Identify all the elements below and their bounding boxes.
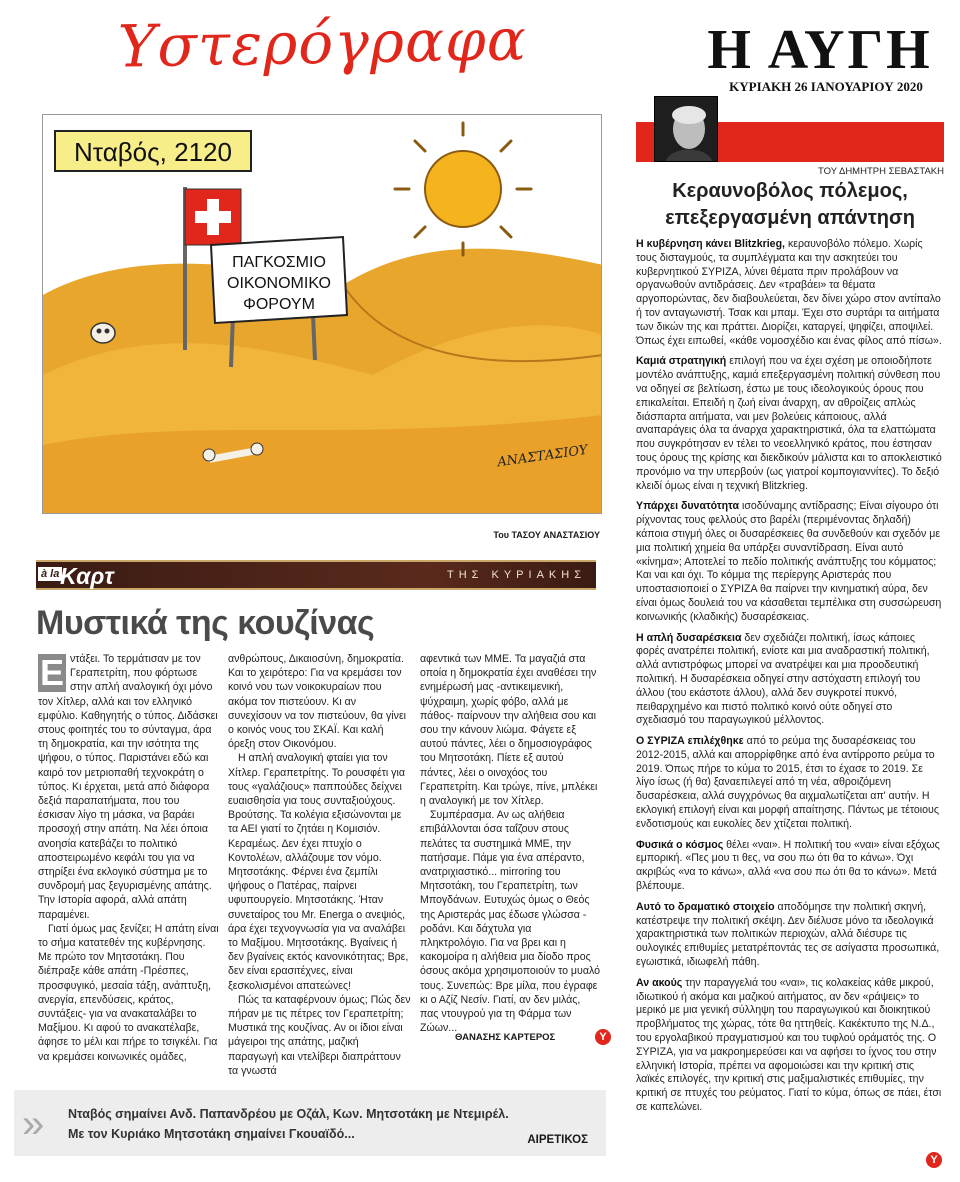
column-banner — [36, 560, 596, 590]
quote-line-2: Με τον Κυριάκο Μητσοτάκη σημαίνει Γκουαϊδό... — [68, 1127, 355, 1141]
left-article-col-1 — [38, 652, 219, 1064]
skull-icon — [91, 323, 115, 343]
left-paragraph: Συμπέρασμα. Αν ως αλήθεια επιβάλλονται όσα ταΐζουν στους πελάτες τα συστημικά ΜΜΕ, την πατήσαμε. Πάμε για ένα απέραντο, ανατριχιαστικό... mirroring του Μητσοτάκη, του Γεραπετρίτη, των Μπογδάνων. Ευτυχώς όμως ο Θεός της Αριστεράς μας έδωσε γλώσσα - ροδάνι. Και δάχτυλα για πληκτρολόγιο. Για να βρει και η κακομοίρα η αλήθεια μια δίοδο προς όσους ακόμα χρησιμοποιούν το μυαλό τους. Συνεπώς: Βρε μίλα, που έγραφε κι ο Αζίζ Νεσίν. Γιατί, αν δεν μιλάς, πας ντουγρού για τη Φάρμα των Ζώων... — [420, 809, 600, 1035]
right-article-body — [636, 238, 944, 1122]
quote-line-1: Νταβός σημαίνει Ανδ. Παπανδρέου με Οζάλ, Κων. Μητσοτάκη με Ντεμιρέλ. — [68, 1107, 509, 1121]
cartoon-caption: Νταβός, 2120 — [74, 137, 232, 167]
avgi-logo-icon: Y — [595, 1029, 611, 1045]
right-paragraph: Αυτό το δραματικό στοιχείο αποδόμησε την πολιτική σκηνή, κατέστρεψε την πολιτική σκέψη. Δεν διέλυσε μόνο τα ιδεολογικά χαρακτηριστικά των πολιτικών περιοχών, αλλά διέσυρε τις ουλογικές επιθυμίες μετατρέποντάς τες σε ασίγαστα προσωπικά, εγωιστικά, ιδιωφελή πάθη. — [636, 900, 940, 969]
left-article-author — [455, 1031, 607, 1043]
right-headline: Κεραυνοβόλος πόλεμος, επεξεργασμένη απάντηση — [665, 180, 915, 229]
sign-line-1: ΠΑΓΚΟΣΜΙΟ — [232, 254, 326, 271]
right-paragraph: Καμιά στρατηγική επιλογή που να έχει σχέση με οποιοδήποτε μοντέλο ανάπτυξης, καμιά επεξεργασμένη πολιτική σύνθεση που να οδηγεί σε βελτίωση, έστω με τους ιδεολογικούς όρους που επικαλείται. Επειδή η ζωή είναι άναρχη, αν αθροίζεις απλώς διάσπαρτα αιτήματα, ναι μεν βολεύεις κάποιους, αλλά αναπαράγεις όλα τα άναρχα χαρακτηριστικά, όλα τα ελαττώματα που συγκρότησαν εν τέλει το νεοελληνικό κράτος, που έστησαν τους όρους της κρίσης και διεκδικούν μάλιστα και το αποκλειστικό προνόμιο να την υπερβούν (ως γιατροί κομπογιαννίτες). Το δεξιό κλειδί όμως είναι η τεχνική Blitzkrieg. — [636, 355, 942, 492]
right-paragraph: Αν ακούς την παραγγελιά του «ναι», τις κολακείας κάθε μικρού, ιδιωτικού ή ακόμα και μαζικού αιτήματος, αν δεν «ράψεις» το μερικό με μια γενική σύλληψη του παραγωγικού και διοικητικού προβλήματος της χώρας, τότε θα ηττηθείς. Κακέκτυπο της Ν.Δ., του εργολαβικού πραγματισμού και του τυφλού οράματός της. Ο ΣΥΡΙΖΑ, για να μακροημερεύσει και να αφήσει το ίχνος του στην ελληνική Ιστορία, πρέπει να αφομοιώσει και την κριτική στις λαϊκές επιλογές, την κριτική στις μαξιμαλιστικές επιθυμίες, την κριτική σε πτυχές του ρεύματος. Γιατί το κύμα, όπως σε πάει, έτσι σε καπελώνει. — [636, 976, 942, 1114]
quote-author: ΑΙΡΕΤΙΚΟΣ — [527, 1134, 588, 1146]
sign-line-3: ΦΟΡΟΥΜ — [243, 296, 315, 313]
left-paragraph: Γιατί όμως μας ξενίζει; Η απάτη είναι το σήμα κατατεθέν της κυβέρνησης. Με πρώτο τον Μητσοτάκη. Που διέπραξε κάθε απάτη -Πρέσπες, προσφυγικό, μεσαία τάξη, ανάπτυξη, ανεργία, επενδύσεις, κράτος, συντάξεις- για να ανακαταλάβει το Μαξίμου. Κι αφού το ανακατέλαβε, άφησε το μέλι και πήρε το τσιγκέλι. Για να κρεμάσει κοινωνικές ομάδες, — [38, 922, 219, 1063]
cartoon-credit: Του ΤΑΣΟΥ ΑΝΑΣΤΑΣΙΟΥ — [493, 530, 600, 540]
right-author-name: ΤΟΥ ΔΗΜΗΤΡΗ ΣΕΒΑΣΤΑΚΗ — [817, 166, 944, 177]
quote-text — [68, 1104, 598, 1144]
left-article-col-3 — [420, 652, 600, 1035]
section-title: Υστερόγραφα — [117, 5, 528, 81]
quote-box — [14, 1090, 606, 1156]
right-paragraph: Φυσικά ο κόσμος θέλει «ναι». Η πολιτική του «ναι» είναι εξόχως εμπορική. «Πες μου τι θες, να σου πω ότι θα το κάνω». Όχι ακριβώς «να το κάνω», αλλά «να σου πω ότι θα το κάνω». Μετά βλέπουμε. — [636, 838, 940, 893]
banner-subtitle: ΤΗΣ ΚΥΡΙΑΚΗΣ — [446, 569, 586, 581]
right-paragraph: Ο ΣΥΡΙΖΑ επιλέχθηκε από το ρεύμα της δυσαρέσκειας του 2012-2015, αλλά και απορρίφθηκε από ένα αντίρροπο ρεύμα το 2019. Όπως πήρε το κύμα το 2015, έτσι το έχασε το 2019. Σε λίγο ίσως (ή θα) ξαναεπιλεγεί από τη νέα, αθροιζόμενη δυσαρέσκεια, αλλά συγχρόνως θα αιχμαλωτίζεται απ' αυτήν. Η εκλογική επιλογή είναι και μορφή απαίτησης. Πάντως με τέτοιους ενδοτισμούς και ευκολίες δεν χτίζεται πολιτική. — [636, 735, 939, 830]
left-paragraph: Η απλή αναλογική φταίει για τον Χίτλερ. Γεραπετρίτης. Το ρουσφέτι για τους «γαλάζιους» παππούδες δείχνει ευαισθησία για τους συνταξιούχους. Βρούτσης. Τα κολέγια εξισώνονται με τα ΑΕΙ γιατί το ζητάει η Κομισιόν. Κεραμέως. Δεν έχει πτυχίο ο Κοντολέων, αλλάζουμε τον νόμο. Μητσοτάκης. Φέρνει ένα ζεμπίλι ψήφους ο Πατέρας, παίρνει υφυπουργείο. Μητσοτάκης. Ήταν συνεταίρος του Mr. Energa ο ανεψιός, άρα έχει τεχνογνωσία για να αναλάβει το Μαξίμου. Μητσοτάκης. Βγαίνεις ή δεν βγαίνεις εκτός κανονικότητας; Βρε, δεν είναι ερασιτέχνες, είναι ξεσκολισμένοι απατεώνες! — [228, 752, 409, 992]
double-chevron-icon: » — [22, 1102, 31, 1146]
cartoon-signature: ΑΝΑΣΤΑΣΙΟΥ — [496, 442, 589, 471]
sign-line-2: ΟΙΚΟΝΟΜΙΚΟ — [227, 275, 331, 292]
avgi-end-logo-icon: Y — [926, 1152, 942, 1168]
left-paragraph: Πώς τα καταφέρνουν όμως; Πώς δεν πήραν με τις πέτρες τον Γεραπετρίτη; Μυστικά της κουζίνας. Αν οι ίδιοι είναι μάγειροι της απάτης, μαζική παραγωγή και ντελίβερι διαπράττουν τα γνωστά — [228, 993, 411, 1077]
cartoon-illustration — [42, 114, 602, 514]
left-paragraph: ντάξει. Το τερμάτισαν με τον Γεραπετρίτη, που φόρτωσε στην απλή αναλογική όχι μόνο τον Χίτλερ, αλλά και τον ελληνικό εμφύλιο. Καθηγητής ο τύπος. Διδάσκει στους φοιτητές του το σύνταγμα, άρα τη δημοκρατία, και την ισότητα της ψήφου, ο τύπος. Παριστάνει εδώ και καιρό τον μετριοπαθή τεχνοκράτη ο τύπος. Κι έρχεται, μετά από διάφορα δεξιά παραπατήματα, που του έσκισαν λίγο τη μάσκα, να βαράει προσοχή στην απάτη. Να λέει όποια ανοησία κατεβάζει το πολιτικό αποστειρωμένο κεφάλι του για να στηρίξει ένα εκλογικό σύστημα με το συνδρομή μας ξεγυρισμένης απάτης. Την Ιστορία αφορά, αλλά απάτη παραμένει. — [38, 653, 218, 921]
left-article-col-2 — [228, 652, 411, 1078]
left-paragraph: αφεντικά των ΜΜΕ. Τα μαγαζιά στα οποία η δημοκρατία έχει αναθέσει την ενημέρωσή μας -αντικειμενική, ψύχραιμη, χωρίς φόβο, αλλά με πάθος- παίρνουν την αλήθεια σου και σου την κάνουν λιώμα. Φάγετε εξ αυτού πάντες, λέει ο δημοσιογράφος του Μητσοτάκη. Πίετε εξ αυτού πάντες, λέει ο οινοχόος του Γεραπετρίτη. Και τρώγε, πίνε, μπλέκει η αναλογική με τον Χίτλερ. — [420, 653, 598, 808]
issue-date: ΚΥΡΙΑΚΗ 26 ΙΑΝΟΥΑΡΙΟΥ 2020 — [729, 79, 923, 94]
right-paragraph: Υπάρχει δυνατότητα ισοδύναμης αντίδρασης; Είναι σίγουρο ότι ρίχνοντας τους φελλούς στο βαρέλι (περιμένοντας δηλαδή) κάποια στιγμή όλες οι δυσαρέσκειες θα συνδεθούν και σχεδόν με μια πολιτική χημεία θα υπάρξει συναντίδραση. Είναι αυτό «κίνημα»; Αποτελεί το πεδίο πολιτικής ανάπτυξης του κόμματος; Και ναι και όχι. Το κόμμα της περίεργης Αριστεράς που υποστασιοποιεί ο ΣΥΡΙΖΑ θα παίρνει την κινηματική αύρα, δεν είναι όμως δουλειά του να κάσαθεται τεμπέλικα στη συσσώρευση κοινωνικής (κλαδικής) δυσαρέσκειας. — [636, 500, 942, 623]
right-paragraph: Η απλή δυσαρέσκεια δεν σχεδιάζει πολιτική, ίσως κάποιες φορές ανατρέπει πολιτική, ενίοτε και μια αναδραστική πολιτική, αλλά αντιστρόφως μπορεί να ανατρέψει και μια προοδευτική πολιτική. Η δυσαρέσκεια οδηγεί στην αστόχαστη επιλογή του άλλου (του εκάστοτε άλλου), αλλά δεν συγκροτεί πυκνό, πειθαρχημένο και πιστό πολιτικό κοινό ούτε οδηγεί στο σχεδιασμό του παραγωγικού μέλλοντος. — [636, 631, 930, 727]
left-author-name: ΘΑΝΑΣΗΣ ΚΑΡΤΕΡΟΣ — [455, 1032, 556, 1043]
left-headline: Μυστικά της κουζίνας — [36, 604, 375, 642]
banner-prefix: à la — [38, 567, 62, 581]
newspaper-name: Η ΑΥΓΗ — [707, 19, 933, 81]
drop-cap: Ε — [39, 652, 64, 693]
author-photo — [654, 96, 718, 162]
right-paragraph: Η κυβέρνηση κάνει Blitzkrieg, κεραυνοβόλο πόλεμο. Χωρίς τους δισταγμούς, τα συμπλέγματα και την ασκητεύει του κυβερνητικού ΣΥΡΙΖΑ, λύνει θέματα πριν προλάβουν να οργανωθούν αντιδράσεις. Δεν «τραβάει» τα θέματα αργοπορώντας, δεν διαβουλεύεται, δεν δίνει χώρο στον αντίπαλο ή τον ανταγωνιστή. Τσακ και μπαμ. Έχει στο συρτάρι τα αιτήματα των δικών της και πράττει. Διορίζει, καταργεί, ψηφίζει, αποψιλεί. Όπως έχει ειπωθεί, «κάθε νομοσχέδιο και ένας φίλος από πίσω». — [636, 238, 942, 347]
banner-title: Καρτ — [60, 563, 114, 589]
left-paragraph: ανθρώπους, Δικαιοσύνη, δημοκρατία. Και το χειρότερο: Για να κρεμάσει τον κοινό νου των νοικοκυραίων που ακόμα τον πιστεύουν. Κι αν συνεχίσουν να τον πιστεύουν, θα γίνει ο κοινός νους του ΣΚΑΪ. Και καλή όρεξη στον Οικονόμου. — [228, 653, 407, 751]
